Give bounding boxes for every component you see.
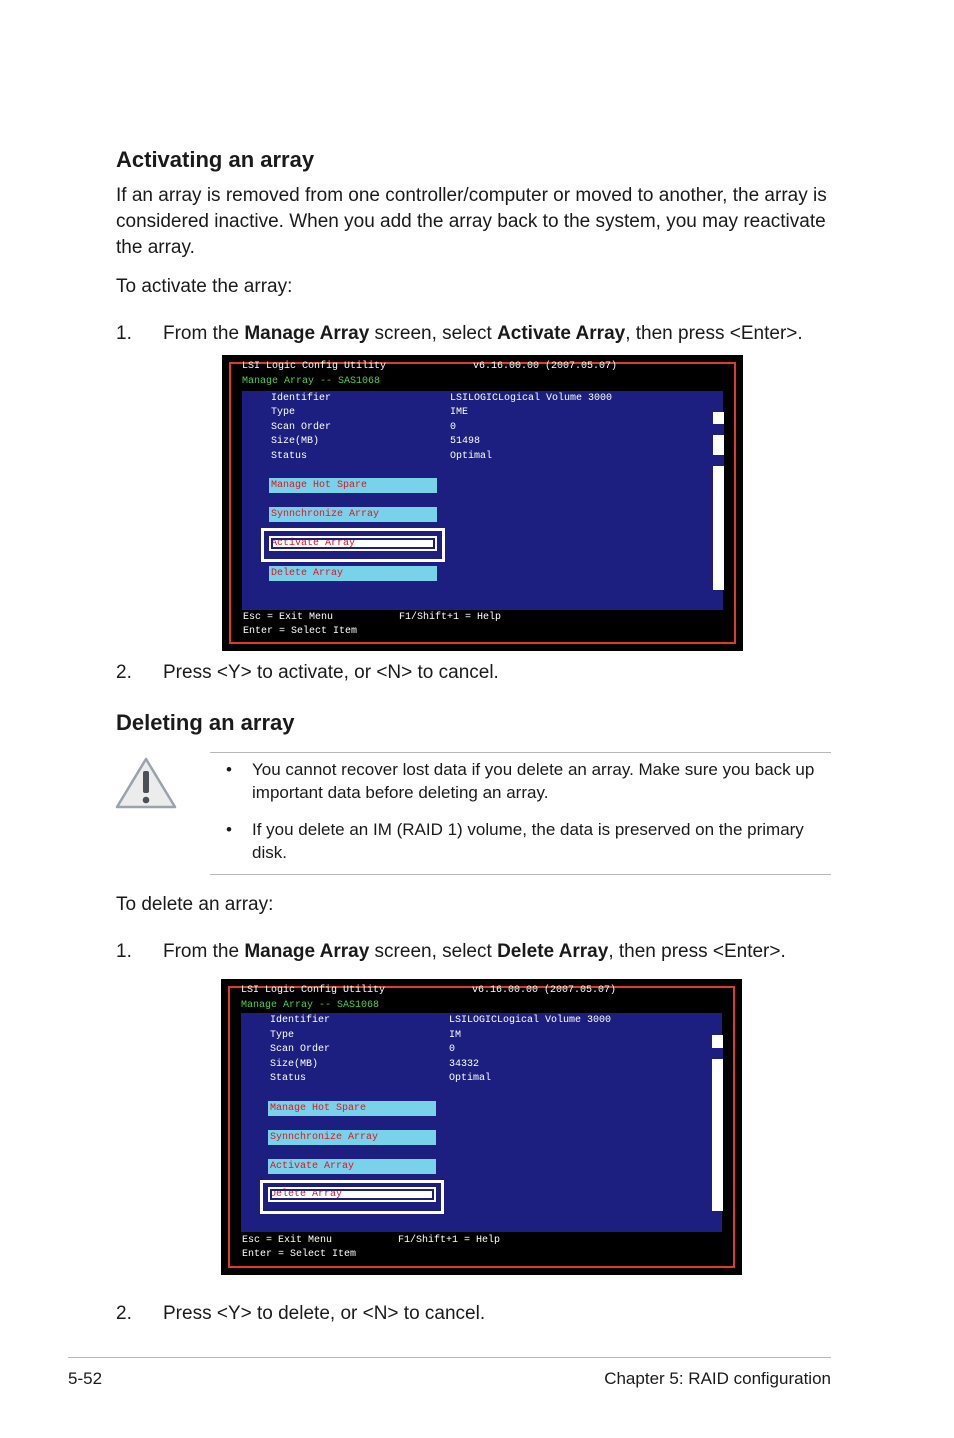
heading-deleting: Deleting an array bbox=[116, 710, 295, 735]
field-value: IM bbox=[449, 1030, 462, 1041]
utility-title: LSI Logic Config Utility bbox=[241, 985, 386, 996]
array-panel bbox=[242, 391, 723, 610]
field-value: LSILOGICLogical Volume 3000 bbox=[449, 1015, 612, 1026]
menu-delete-array[interactable]: Delete Array bbox=[269, 566, 437, 581]
delete-todo: To delete an array: bbox=[116, 894, 274, 915]
footer-esc: Esc = Exit Menu bbox=[242, 1235, 333, 1246]
field-key: Size(MB) bbox=[271, 436, 320, 447]
field-key: Status bbox=[270, 1073, 307, 1084]
field-key: Type bbox=[271, 407, 296, 418]
array-panel bbox=[241, 1013, 722, 1232]
page-number: 5-52 bbox=[68, 1369, 103, 1388]
activate-todo: To activate the array: bbox=[116, 276, 293, 297]
field-key: Type bbox=[270, 1030, 295, 1041]
utility-title: LSI Logic Config Utility bbox=[242, 361, 387, 372]
field-value: 34332 bbox=[449, 1059, 480, 1070]
bullet-mark: • bbox=[226, 820, 232, 839]
menu-activate-array[interactable]: Activate Array bbox=[269, 536, 437, 551]
field-value: 0 bbox=[450, 422, 457, 433]
caution-bullet-2: If you delete an IM (RAID 1) volume, the data is preserved on the primary disk. bbox=[252, 820, 804, 862]
field-key: Status bbox=[271, 451, 308, 462]
scrollbar-thumb[interactable] bbox=[712, 1048, 723, 1059]
bios-screen-delete bbox=[221, 979, 742, 1275]
scrollbar-thumb[interactable] bbox=[713, 424, 724, 435]
footer-help: F1/Shift+1 = Help bbox=[398, 1235, 501, 1246]
scrollbar-thumb[interactable] bbox=[713, 455, 724, 466]
caution-rule-bottom bbox=[210, 874, 831, 875]
menu-manage-hot-spare[interactable]: Manage Hot Spare bbox=[269, 478, 437, 493]
menu-activate-array[interactable]: Activate Array bbox=[268, 1159, 436, 1174]
footer-enter: Enter = Select Item bbox=[242, 1249, 357, 1260]
bios-screen-activate bbox=[222, 355, 743, 651]
field-key: Identifier bbox=[271, 393, 332, 404]
field-value: LSILOGICLogical Volume 3000 bbox=[450, 393, 613, 404]
warning-triangle-icon bbox=[114, 755, 178, 811]
heading-activating: Activating an array bbox=[116, 147, 315, 172]
footer-esc: Esc = Exit Menu bbox=[243, 612, 334, 623]
footer-help: F1/Shift+1 = Help bbox=[399, 612, 502, 623]
field-key: Scan Order bbox=[270, 1044, 331, 1055]
caution-rule-top bbox=[210, 752, 831, 753]
field-value: Optimal bbox=[449, 1073, 492, 1084]
caution-bullet-1: You cannot recover lost data if you delete an array. Make sure you back up important data before deleting an array. bbox=[252, 760, 815, 802]
activate-intro: If an array is removed from one controller/computer or moved to another, the array is considered inactive. When you add the array back to the system, you may reactivate the array. bbox=[116, 185, 827, 258]
chapter-title: Chapter 5: RAID configuration bbox=[604, 1369, 831, 1388]
utility-version: v6.16.00.00 (2007.05.07) bbox=[472, 985, 617, 996]
field-value: 51498 bbox=[450, 436, 481, 447]
field-value: Optimal bbox=[450, 451, 493, 462]
field-key: Size(MB) bbox=[270, 1059, 319, 1070]
bullet-mark: • bbox=[226, 760, 232, 779]
utility-version: v6.16.00.00 (2007.05.07) bbox=[473, 361, 618, 372]
footer-rule bbox=[68, 1357, 831, 1358]
field-value: 0 bbox=[449, 1044, 456, 1055]
menu-synchronize-array[interactable]: Synnchronize Array bbox=[269, 507, 437, 522]
screen-subtitle: Manage Array -- SAS1068 bbox=[241, 1000, 380, 1011]
field-key: Identifier bbox=[270, 1015, 331, 1026]
screen-subtitle: Manage Array -- SAS1068 bbox=[242, 376, 381, 387]
scrollbar[interactable] bbox=[712, 1035, 723, 1211]
footer-enter: Enter = Select Item bbox=[243, 626, 358, 637]
menu-manage-hot-spare[interactable]: Manage Hot Spare bbox=[268, 1101, 436, 1116]
menu-delete-array[interactable]: Delete Array bbox=[268, 1187, 436, 1202]
field-value: IME bbox=[450, 407, 469, 418]
scrollbar[interactable] bbox=[713, 412, 724, 590]
menu-synchronize-array[interactable]: Synnchronize Array bbox=[268, 1130, 436, 1145]
field-key: Scan Order bbox=[271, 422, 332, 433]
